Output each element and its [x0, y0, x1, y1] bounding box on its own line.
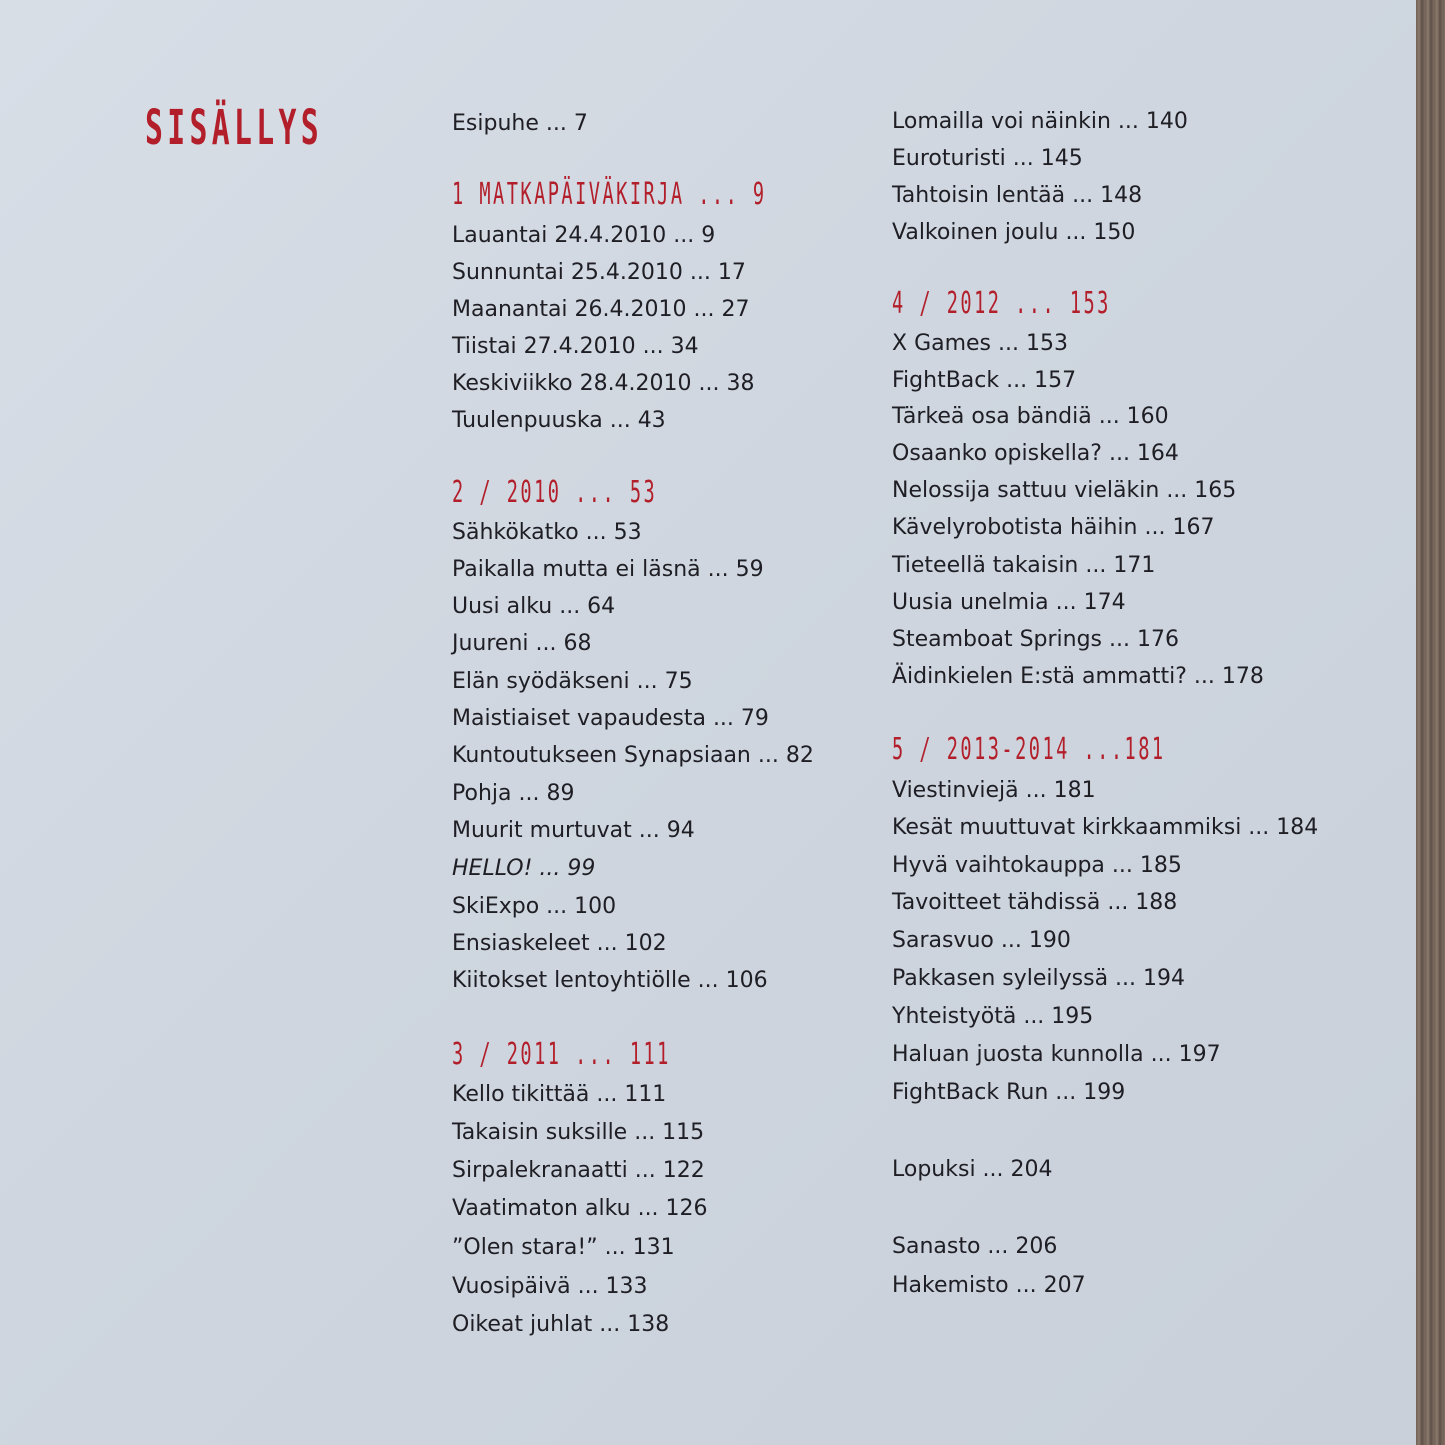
toc-entry: Tahtoisin lentää ... 148	[892, 183, 1143, 208]
section-heading: 2 / 2010 ... 53	[452, 475, 658, 510]
toc-entry: Ensiaskeleet ... 102	[452, 931, 667, 956]
section-heading: 3 / 2011 ... 111	[452, 1037, 671, 1072]
toc-entry: Uusia unelmia ... 174	[892, 590, 1126, 615]
toc-entry-closing: Hakemisto ... 207	[892, 1273, 1086, 1298]
toc-entry: Sarasvuo ... 190	[892, 928, 1071, 953]
toc-entry: ”Olen stara!” ... 131	[452, 1235, 675, 1260]
toc-entry-preface: Esipuhe ... 7	[452, 111, 588, 136]
toc-entry: Osaanko opiskella? ... 164	[892, 441, 1179, 466]
toc-entry: Valkoinen joulu ... 150	[892, 220, 1136, 245]
toc-entry: Tieteellä takaisin ... 171	[892, 553, 1156, 578]
toc-entry: Sunnuntai 25.4.2010 ... 17	[452, 260, 746, 285]
toc-entry: Lomailla voi näinkin ... 140	[892, 109, 1188, 134]
toc-entry: Uusi alku ... 64	[452, 594, 616, 619]
page-title: SISÄLLYS	[145, 100, 324, 156]
section-heading: 4 / 2012 ... 153	[892, 286, 1111, 321]
toc-entry: Tärkeä osa bändiä ... 160	[892, 404, 1169, 429]
toc-entry: Tavoitteet tähdissä ... 188	[892, 890, 1178, 915]
toc-entry: HELLO! ... 99	[452, 856, 596, 881]
toc-entry: Tuulenpuuska ... 43	[452, 408, 666, 433]
toc-entry: Juureni ... 68	[452, 631, 592, 656]
toc-entry: SkiExpo ... 100	[452, 894, 617, 919]
toc-entry: Lauantai 24.4.2010 ... 9	[452, 223, 716, 248]
toc-entry: Haluan juosta kunnolla ... 197	[892, 1042, 1221, 1067]
toc-entry: Viestinviejä ... 181	[892, 778, 1096, 803]
toc-entry: Maistiaiset vapaudesta ... 79	[452, 706, 769, 731]
toc-entry: Tiistai 27.4.2010 ... 34	[452, 334, 699, 359]
toc-entry: Pakkasen syleilyssä ... 194	[892, 966, 1186, 991]
toc-entry: Yhteistyötä ... 195	[892, 1004, 1094, 1029]
toc-column-left	[452, 0, 872, 1445]
toc-entry: FightBack ... 157	[892, 368, 1077, 393]
background-surface	[1416, 0, 1445, 1445]
toc-entry: Steamboat Springs ... 176	[892, 627, 1179, 652]
toc-column-right	[892, 0, 1392, 1445]
toc-entry-closing: Sanasto ... 206	[892, 1234, 1058, 1259]
toc-entry: Vaatimaton alku ... 126	[452, 1196, 708, 1221]
toc-entry: Oikeat juhlat ... 138	[452, 1312, 670, 1337]
toc-entry: Takaisin suksille ... 115	[452, 1120, 705, 1145]
toc-entry: Paikalla mutta ei läsnä ... 59	[452, 557, 764, 582]
toc-entry: FightBack Run ... 199	[892, 1080, 1126, 1105]
toc-entry: Muurit murtuvat ... 94	[452, 818, 695, 843]
toc-entry: Pohja ... 89	[452, 781, 575, 806]
toc-entry: Kello tikittää ... 111	[452, 1082, 667, 1107]
toc-entry: Kuntoutukseen Synapsiaan ... 82	[452, 743, 814, 768]
toc-entry: Keskiviikko 28.4.2010 ... 38	[452, 371, 755, 396]
toc-entry: Kiitokset lentoyhtiölle ... 106	[452, 968, 768, 993]
toc-entry: Kävelyrobotista häihin ... 167	[892, 515, 1215, 540]
section-heading: 1 MATKAPÄIVÄKIRJA ... 9	[452, 177, 767, 212]
toc-entry: Sähkökatko ... 53	[452, 520, 642, 545]
toc-entry: Euroturisti ... 145	[892, 146, 1083, 171]
toc-entry: Nelossija sattuu vieläkin ... 165	[892, 478, 1237, 503]
toc-entry: Kesät muuttuvat kirkkaammiksi ... 184	[892, 815, 1319, 840]
toc-entry: Vuosipäivä ... 133	[452, 1274, 648, 1299]
toc-entry: Sirpalekranaatti ... 122	[452, 1158, 705, 1183]
toc-entry: Maanantai 26.4.2010 ... 27	[452, 297, 750, 322]
toc-entry: X Games ... 153	[892, 331, 1068, 356]
toc-entry: Elän syödäkseni ... 75	[452, 669, 693, 694]
toc-entry: Hyvä vaihtokauppa ... 185	[892, 853, 1182, 878]
toc-entry-closing: Lopuksi ... 204	[892, 1157, 1053, 1182]
toc-entry: Äidinkielen E:stä ammatti? ... 178	[892, 664, 1264, 689]
section-heading: 5 / 2013-2014 ...181	[892, 732, 1166, 767]
